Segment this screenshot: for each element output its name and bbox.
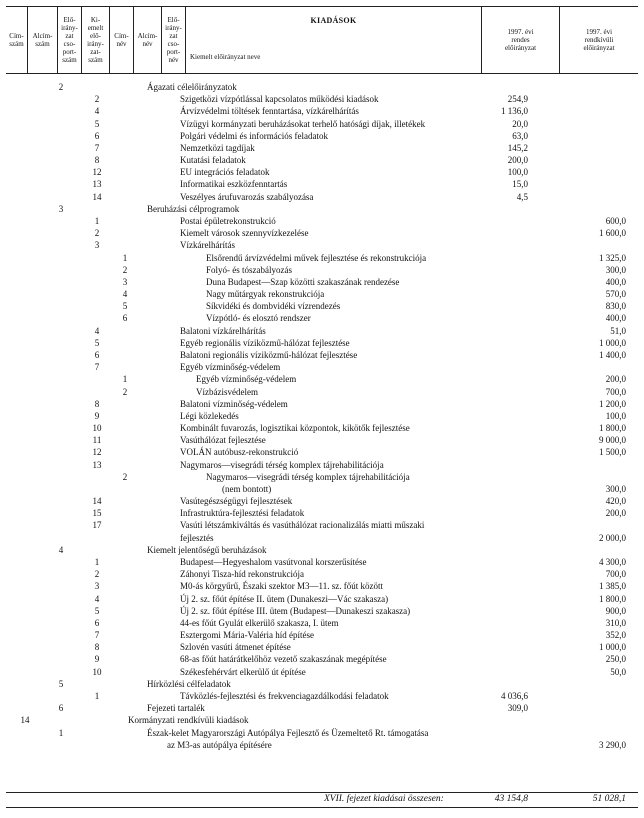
row-label: Folyó- és tószabályozás: [206, 264, 292, 275]
row-label: Nagymaros—visegrádi térség komplex tájrehabilitációja: [206, 471, 410, 482]
eloiranyzat-csoport-szam: 10: [92, 423, 102, 434]
kiemelt-eloiranyzat-szam: 1: [122, 252, 128, 263]
row-label: Postai épületrekonstrukció: [180, 215, 276, 226]
rendes-value: 63,0: [512, 130, 528, 141]
table-row: [6, 435, 638, 446]
alcim-szam: 6: [58, 703, 64, 714]
eloiranyzat-csoport-szam: 7: [94, 362, 100, 373]
eloiranyzat-csoport-szam: 17: [92, 520, 102, 531]
row-label: Új 2. sz. főút építése III. ütem (Budapest—Dunakeszi szakasza): [180, 605, 411, 616]
kiemelt-eloiranyzat-szam: 4: [122, 289, 128, 300]
eloiranyzat-csoport-szam: 4: [94, 106, 100, 117]
eloiranyzat-csoport-szam: 8: [94, 398, 100, 409]
row-label: Fejezeti tartalék: [147, 703, 205, 714]
row-label: Kutatási feladatok: [180, 155, 246, 166]
row-label: Észak-kelet Magyarországi Autópálya Fejlesztő és Üzemeltető Rt. támogatása: [147, 727, 429, 738]
row-label: Szigetközi vízpótlással kapcsolatos működési kiadások: [180, 94, 379, 105]
rendkivuli-value: 1 200,0: [599, 398, 626, 409]
row-label: 68-as főút határátkelőhöz vezető szakaszának megépítése: [180, 654, 387, 665]
eloiranyzat-csoport-szam: 8: [94, 642, 100, 653]
table-row: [6, 82, 638, 93]
rendkivuli-value: 250,0: [605, 654, 626, 665]
table-row: [6, 581, 638, 592]
rendkivuli-value: 3 290,0: [599, 739, 626, 750]
kiemelt-eloiranyzat-szam: 5: [122, 301, 128, 312]
row-label: Hírközlési célfeladatok: [147, 678, 231, 689]
row-label: Vízkárelhárítás: [180, 240, 235, 251]
eloiranyzat-csoport-szam: 12: [92, 167, 102, 178]
rendkivuli-value: 4 300,0: [599, 557, 626, 568]
eloiranyzat-csoport-szam: 3: [94, 581, 100, 592]
rendkivuli-value: 1 400,0: [599, 349, 626, 360]
row-label: fejlesztés: [180, 532, 214, 543]
row-label: Kiemelt városok szennyvízkezelése: [180, 228, 309, 239]
table-row: [6, 569, 638, 580]
kiemelt-eloiranyzat-szam: 2: [122, 386, 128, 397]
eloiranyzat-csoport-szam: 14: [92, 496, 102, 507]
alcim-szam: 5: [58, 678, 64, 689]
table-row: [6, 119, 638, 130]
table-row: [6, 313, 638, 324]
rendkivuli-value: 100,0: [605, 410, 626, 421]
row-label: Kormányzati rendkívüli kiadások: [128, 715, 249, 726]
row-label: Záhonyi Tisza-híd rekonstrukciója: [180, 569, 304, 580]
table-row: [6, 131, 638, 142]
total-rendkivuli: 51 028,1: [592, 794, 626, 804]
kiemelt-eloiranyzat-szam: 2: [122, 471, 128, 482]
row-label: Egyéb regionális víziközmű-hálózat fejlesztése: [180, 337, 350, 348]
row-label: Távközlés-fejlesztési és frekvenciagazdálkodási feladatok: [180, 691, 389, 701]
table-row: [6, 155, 638, 166]
eloiranyzat-csoport-szam: 1: [94, 691, 100, 701]
eloiranyzat-csoport-szam: 1: [94, 557, 100, 568]
table-row: [6, 423, 638, 434]
kiemelt-eloiranyzat-szam: 3: [122, 276, 128, 287]
rendkivuli-value: 310,0: [605, 617, 626, 628]
row-label: az M3-as autópálya építésére: [167, 739, 272, 750]
row-label: Egyéb vízminőség-védelem: [196, 374, 297, 385]
table-row: [6, 240, 638, 251]
alcim-szam: 2: [58, 82, 64, 92]
table-row: [6, 338, 638, 349]
rendkivuli-value: 900,0: [605, 605, 626, 616]
eloiranyzat-csoport-szam: 2: [94, 228, 100, 239]
row-label: Árvízvédelmi töltések fenntartása, vízkárelhárítás: [180, 106, 359, 117]
row-label: (nem bontott): [222, 483, 272, 494]
rendkivuli-value: 200,0: [605, 374, 626, 385]
table-row: [6, 703, 638, 714]
rendes-value: 145,2: [507, 142, 528, 153]
eloiranyzat-csoport-szam: 10: [92, 666, 102, 677]
eloiranyzat-csoport-szam: 7: [94, 142, 100, 153]
row-label: Infrastruktúra-fejlesztési feladatok: [180, 508, 305, 519]
eloiranyzat-csoport-szam: 13: [92, 179, 102, 190]
rendkivuli-value: 9 000,0: [599, 435, 626, 446]
rendkivuli-value: 300,0: [605, 483, 626, 494]
rendkivuli-value: 400,0: [605, 313, 626, 324]
eloiranyzat-csoport-szam: 12: [92, 447, 102, 458]
header-eloiranyzat-csoport-nev: Elő- irány- zat cso- port- név: [162, 7, 186, 73]
row-label: Szlovén vasúti átmenet építése: [180, 642, 291, 653]
table-row: [6, 228, 638, 239]
total-row: [6, 792, 638, 808]
rendkivuli-value: 1 000,0: [599, 642, 626, 653]
row-label: Nemzetközi tagdíjak: [180, 142, 255, 153]
row-label: Duna Budapest—Szap közötti szakaszának rendezése: [206, 276, 400, 287]
row-label: Székesfehérvárt elkerülő út építése: [180, 666, 306, 677]
row-label: Balatoni regionális víziközmű-hálózat fejlesztése: [180, 349, 358, 360]
rendkivuli-value: 1 000,0: [599, 337, 626, 348]
header-kiemelt-eloiranyzat-szam: Ki- emelt elő- irány- zat- szám: [82, 7, 110, 73]
table-row: [6, 533, 638, 544]
rendes-value: 200,0: [507, 155, 528, 166]
kiemelt-eloiranyzat-szam: 2: [122, 264, 128, 275]
row-label: Polgári védelmi és információs feladatok: [180, 130, 328, 141]
eloiranyzat-csoport-szam: 1: [94, 215, 100, 226]
eloiranyzat-csoport-szam: 2: [94, 569, 100, 580]
eloiranyzat-csoport-szam: 9: [94, 654, 100, 665]
table-row: [6, 654, 638, 665]
header-rendkivuli: 1997. évi rendkívüli előirányzat: [583, 28, 615, 52]
alcim-szam: 3: [58, 203, 64, 214]
table-row: [6, 106, 638, 117]
table-row: [6, 642, 638, 653]
row-label: Balatoni vízminőség-védelem: [180, 398, 288, 409]
table-row: [6, 472, 638, 483]
table-row: [6, 520, 638, 531]
alcim-szam: 1: [58, 727, 64, 738]
kiemelt-eloiranyzat-szam: 1: [122, 374, 128, 385]
rendkivuli-value: 700,0: [605, 386, 626, 397]
row-label: Vasúti létszámkiváltás és vasúthálózat racionalizálás miatti műszaki: [180, 520, 425, 531]
table-row: [6, 545, 638, 556]
table-header: [6, 6, 638, 74]
eloiranyzat-csoport-szam: 5: [94, 605, 100, 616]
table-row: [6, 143, 638, 154]
header-cim-szam: Cím- szám: [6, 7, 28, 73]
rendkivuli-value: 830,0: [605, 301, 626, 312]
rendes-value: 309,0: [507, 703, 528, 714]
table-row: [6, 630, 638, 641]
table-row: [6, 496, 638, 507]
rendes-value: 20,0: [512, 118, 528, 129]
table-row: [6, 265, 638, 276]
row-label: Nagymaros—visegrádi térség komplex tájrehabilitációja: [180, 459, 384, 470]
table-row: [6, 606, 638, 617]
header-rendes: 1997. évi rendes előirányzat: [482, 7, 560, 73]
table-row: [6, 594, 638, 605]
eloiranyzat-csoport-szam: 15: [92, 508, 102, 519]
table-row: [6, 691, 638, 702]
total-rendes: 43 154,8: [494, 794, 528, 804]
rendkivuli-value: 2 000,0: [599, 532, 626, 543]
table-row: [6, 557, 638, 568]
rendes-value: 100,0: [507, 167, 528, 178]
total-label: XVII. fejezet kiadásai összesen:: [324, 794, 444, 804]
rendkivuli-value: 51,0: [610, 325, 626, 336]
table-row: [6, 192, 638, 203]
rendkivuli-value: 1 500,0: [599, 447, 626, 458]
row-label: Beruházási célprogramok: [147, 203, 240, 214]
kiemelt-eloiranyzat-szam: 6: [122, 313, 128, 324]
eloiranyzat-csoport-szam: 14: [92, 191, 102, 202]
table-row: [6, 667, 638, 678]
table-row: [6, 715, 638, 726]
rendkivuli-value: 1 385,0: [599, 581, 626, 592]
row-label: Vízbázisvédelem: [196, 386, 258, 397]
row-label: Vasúthálózat fejlesztése: [180, 435, 266, 446]
header-kiadasok-title: KIADÁSOK: [310, 16, 357, 25]
header-kiemelt-nev: Kiemelt előirányzat neve: [190, 53, 261, 61]
row-label: Veszélyes árufuvarozás szabályozása: [180, 191, 314, 202]
header-eloiranyzat-csoport-szam: Elő- irány- zat cso- port- szám: [58, 7, 82, 73]
table-row: [6, 289, 638, 300]
eloiranyzat-csoport-szam: 9: [94, 410, 100, 421]
rendkivuli-value: 400,0: [605, 276, 626, 287]
table-row: [6, 679, 638, 690]
cim-szam: 14: [20, 715, 30, 726]
table-row: [6, 618, 638, 629]
eloiranyzat-csoport-szam: 2: [94, 94, 100, 105]
table-row: [6, 484, 638, 495]
rendkivuli-value: 600,0: [605, 215, 626, 226]
table-row: [6, 253, 638, 264]
rendes-value: 4 036,6: [501, 691, 528, 701]
eloiranyzat-csoport-szam: 13: [92, 459, 102, 470]
table-row: [6, 179, 638, 190]
rendkivuli-value: 200,0: [605, 508, 626, 519]
eloiranyzat-csoport-szam: 4: [94, 325, 100, 336]
row-label: Kiemelt jelentőségű beruházások: [147, 544, 267, 555]
table-row: [6, 508, 638, 519]
table-row: [6, 277, 638, 288]
eloiranyzat-csoport-szam: 6: [94, 617, 100, 628]
table-row: [6, 362, 638, 373]
table-row: [6, 326, 638, 337]
row-label: 44-es főút Gyulát elkerülő szakasza, I. ütem: [180, 617, 339, 628]
rendkivuli-value: 420,0: [605, 496, 626, 507]
eloiranyzat-csoport-szam: 6: [94, 130, 100, 141]
rendes-value: 15,0: [512, 179, 528, 190]
row-label: Nagy műtárgyak rekonstrukciója: [206, 289, 325, 300]
table-row: [6, 387, 638, 398]
row-label: Budapest—Hegyeshalom vasútvonal korszerűsítése: [180, 557, 367, 568]
row-label: Vízügyi kormányzati beruházásokat terhelő hatósági díjak, illetékek: [180, 118, 426, 129]
row-label: Esztergomi Mária-Valéria híd építése: [180, 630, 315, 641]
eloiranyzat-csoport-szam: 11: [92, 435, 102, 446]
header-alcim-nev: Alcím- név: [134, 7, 162, 73]
table-row: [6, 350, 638, 361]
eloiranyzat-csoport-szam: 5: [94, 118, 100, 129]
rendkivuli-value: 1 600,0: [599, 228, 626, 239]
row-label: Kombinált fuvarozás, logisztikai központok, kikötők fejlesztése: [180, 423, 410, 434]
row-label: Ágazati célelőirányzatok: [147, 82, 237, 92]
table-row: [6, 399, 638, 410]
table-row: [6, 728, 638, 739]
eloiranyzat-csoport-szam: 4: [94, 593, 100, 604]
table-row: [6, 460, 638, 471]
table-row: [6, 301, 638, 312]
row-label: Balatoni vízkárelhárítás: [180, 325, 266, 336]
header-kiadasok: [186, 7, 482, 73]
rendes-value: 254,9: [507, 94, 528, 105]
header-alcim-szam: Alcím- szám: [28, 7, 58, 73]
eloiranyzat-csoport-szam: 5: [94, 337, 100, 348]
rendes-value: 1 136,0: [501, 106, 528, 117]
table-row: [6, 204, 638, 215]
rendes-value: 4,5: [516, 191, 528, 202]
row-label: Légi közlekedés: [180, 410, 239, 421]
rendkivuli-value: 700,0: [605, 569, 626, 580]
table-row: [6, 740, 638, 751]
eloiranyzat-csoport-szam: 8: [94, 155, 100, 166]
alcim-szam: 4: [58, 544, 64, 555]
row-label: Egyéb vízminőség-védelem: [180, 362, 281, 373]
row-label: Síkvidéki és dombvidéki vízrendezés: [206, 301, 341, 312]
table-row: [6, 411, 638, 422]
rendkivuli-value: 352,0: [605, 630, 626, 641]
rendkivuli-value: 50,0: [610, 666, 626, 677]
table-row: [6, 374, 638, 385]
row-label: Vasútegészségügyi fejlesztések: [180, 496, 293, 507]
rendkivuli-value: 300,0: [605, 264, 626, 275]
eloiranyzat-csoport-szam: 3: [94, 240, 100, 251]
eloiranyzat-csoport-szam: 7: [94, 630, 100, 641]
header-cim-nev: Cím- név: [110, 7, 134, 73]
row-label: Új 2. sz. főút építése II. ütem (Dunakeszi—Vác szakasza): [180, 593, 389, 604]
table-row: [6, 216, 638, 227]
table-row: [6, 167, 638, 178]
table-row: [6, 94, 638, 105]
row-label: Elsőrendű árvízvédelmi művek fejlesztése és rekonstrukciója: [206, 252, 427, 263]
row-label: EU integrációs feladatok: [180, 167, 270, 178]
table-row: [6, 447, 638, 458]
row-label: Vízpótló- és elosztó rendszer: [206, 313, 311, 324]
rendkivuli-value: 570,0: [605, 289, 626, 300]
rendkivuli-value: 1 800,0: [599, 593, 626, 604]
row-label: VOLÁN autóbusz-rekonstrukció: [180, 447, 299, 458]
rendkivuli-value: 1 800,0: [599, 423, 626, 434]
rendkivuli-value: 1 325,0: [599, 252, 626, 263]
eloiranyzat-csoport-szam: 6: [94, 349, 100, 360]
row-label: Informatikai eszközfenntartás: [180, 179, 288, 190]
row-label: M0-ás körgyűrű, Északi szektor M3—11. sz. főút között: [180, 581, 383, 592]
